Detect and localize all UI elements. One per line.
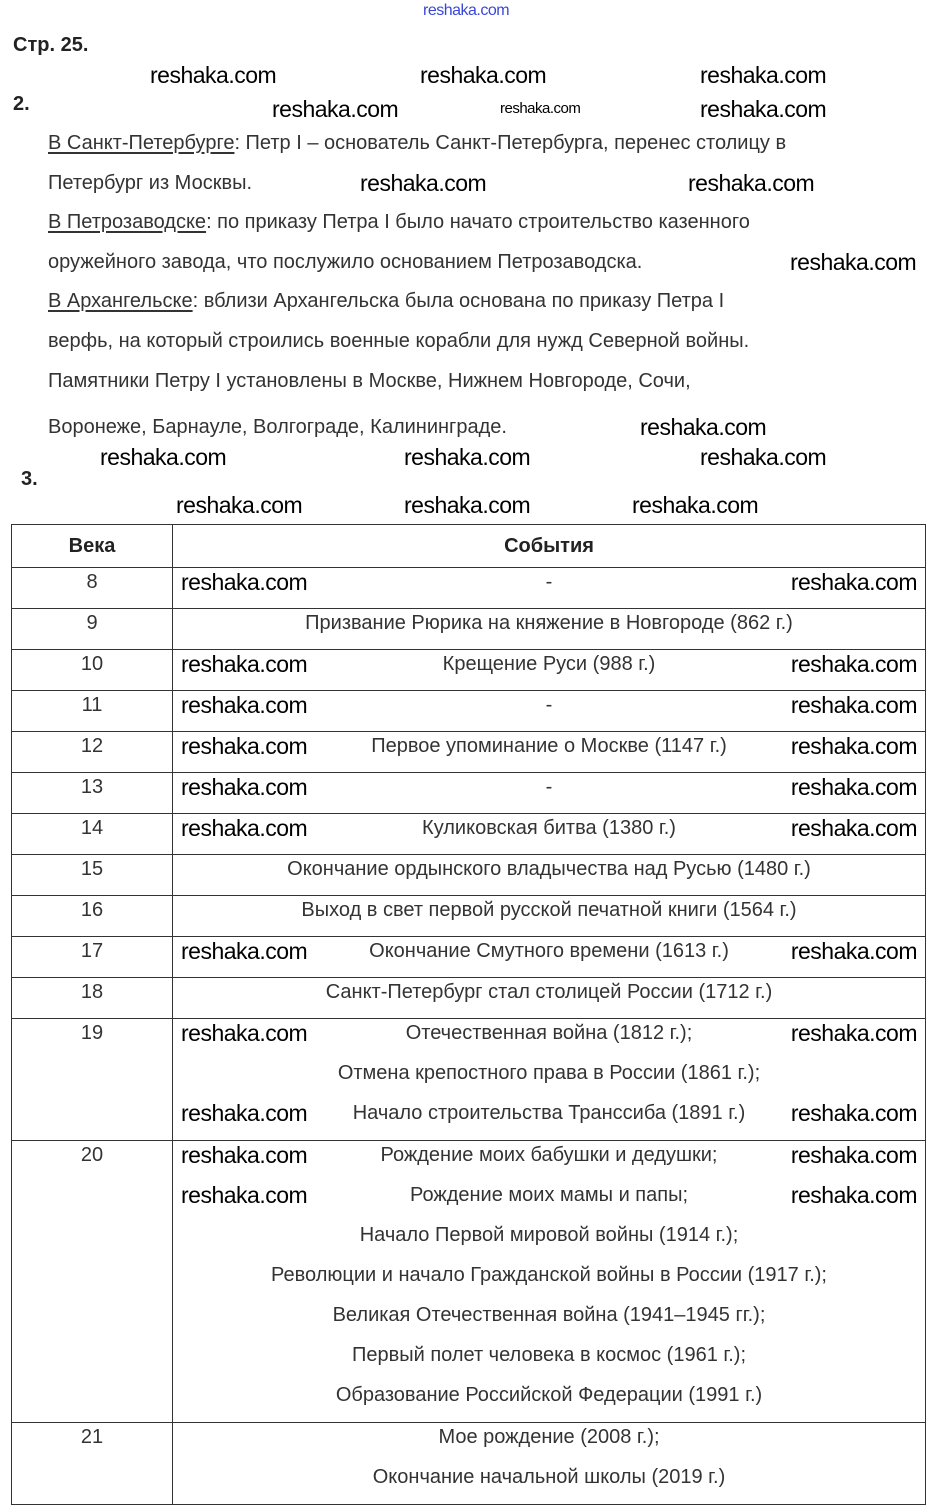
page-label: Стр. 25. [13, 34, 89, 56]
task-2-number: 2. [13, 93, 30, 115]
line-text: оружейного завода, что послужило основанием Петрозаводска. [48, 251, 643, 273]
table-row [12, 568, 926, 609]
task-2-line [48, 171, 252, 195]
watermark: reshaka.com [181, 815, 308, 841]
watermark: reshaka.com [181, 1100, 308, 1126]
watermark: reshaka.com [790, 774, 917, 800]
century-cell: 8 [86, 571, 98, 593]
century-cell: 13 [80, 776, 104, 798]
watermark: reshaka.com [181, 1020, 308, 1046]
line-text: : по приказу Петра I было начато строительство казенного [206, 211, 750, 233]
watermark: reshaka.com [632, 492, 759, 518]
century-cell: 10 [80, 653, 104, 675]
line-text: : Петр I – основатель Санкт-Петербурга, перенес столицу в [234, 132, 787, 154]
watermark: reshaka.com [640, 414, 767, 440]
watermark: reshaka.com [404, 444, 531, 470]
event-text: Мое рождение (2008 г.); [438, 1426, 660, 1448]
event-text: Окончание Смутного времени (1613 г.) [369, 940, 729, 962]
table-row [12, 814, 926, 855]
task-2-line [48, 131, 786, 155]
event-text: Рождение моих мамы и папы; [409, 1184, 689, 1206]
century-cell: 9 [86, 612, 98, 634]
table-row [12, 691, 926, 732]
century-cell: 21 [80, 1426, 104, 1448]
event-text: Великая Отечественная война (1941–1945 гг.); [332, 1304, 766, 1326]
watermark: reshaka.com [700, 444, 827, 470]
table-row [12, 1423, 926, 1505]
event-text: Революции и начало Гражданской войны в России (1917 г.); [271, 1264, 827, 1286]
line-text: верфь, на который строились военные корабли для нужд Северной войны. [48, 330, 750, 352]
line-text: Петербург из Москвы. [48, 172, 252, 194]
event-text: - [545, 571, 553, 593]
watermark: reshaka.com [790, 1100, 917, 1126]
watermark: reshaka.com [181, 938, 308, 964]
table-row [12, 609, 926, 650]
city-label: В Санкт-Петербурге [48, 132, 235, 154]
table-row [12, 773, 926, 814]
event-text: Образование Российской Федерации (1991 г.) [335, 1384, 763, 1406]
watermark: reshaka.com [360, 170, 487, 196]
event-text: Отечественная война (1812 г.); [405, 1022, 693, 1044]
watermark: reshaka.com [790, 1142, 917, 1168]
task-2-line [48, 210, 750, 234]
table-row [12, 855, 926, 896]
century-cell: 16 [80, 899, 104, 921]
watermark: reshaka.com [790, 569, 917, 595]
event-text: Окончание ордынского владычества над Русью (1480 г.) [287, 858, 811, 880]
task-2-line [48, 289, 724, 313]
task-3-number: 3. [21, 468, 38, 490]
task-2-line [48, 369, 691, 393]
line-text: Памятники Петру I установлены в Москве, Нижнем Новгороде, Сочи, [48, 370, 691, 392]
table-row [12, 978, 926, 1019]
century-cell: 19 [80, 1022, 104, 1044]
watermark: reshaka.com [181, 774, 308, 800]
watermark: reshaka.com [100, 444, 227, 470]
watermark: reshaka.com [790, 733, 917, 759]
century-cell: 18 [80, 981, 104, 1003]
header-centuries: Века [12, 525, 173, 568]
watermark: reshaka.com [688, 170, 815, 196]
watermark: reshaka.com [790, 815, 917, 841]
watermark: reshaka.com [272, 96, 399, 122]
event-text: - [545, 776, 553, 798]
watermark: reshaka.com [181, 651, 308, 677]
watermark: reshaka.com [150, 62, 277, 88]
watermark: reshaka.com [790, 692, 917, 718]
event-text: Окончание начальной школы (2019 г.) [372, 1466, 726, 1488]
table-row [12, 1141, 926, 1423]
city-label: В Петрозаводске [48, 211, 207, 233]
event-text: Начало Первой мировой войны (1914 г.); [359, 1224, 739, 1246]
watermark: reshaka.com [500, 100, 581, 117]
watermark: reshaka.com [700, 96, 827, 122]
watermark: reshaka.com [420, 62, 547, 88]
watermark: reshaka.com [181, 569, 308, 595]
watermark: reshaka.com [181, 692, 308, 718]
watermark: reshaka.com [181, 1142, 308, 1168]
watermark: reshaka.com [790, 938, 917, 964]
task-2-line [48, 329, 749, 353]
watermark: reshaka.com [790, 1182, 917, 1208]
century-cell: 12 [80, 735, 104, 757]
watermark: reshaka.com [423, 2, 510, 19]
table-row [12, 1019, 926, 1141]
event-text: Санкт-Петербург стал столицей России (1712 г.) [325, 981, 773, 1003]
table-row [12, 732, 926, 773]
watermark: reshaka.com [181, 733, 308, 759]
watermark: reshaka.com [404, 492, 531, 518]
event-text: Отмена крепостного права в России (1861 г.); [337, 1062, 761, 1084]
table-row [12, 896, 926, 937]
century-cell: 17 [80, 940, 104, 962]
line-text: Воронеже, Барнауле, Волгограде, Калининграде. [48, 416, 507, 438]
event-text: Выход в свет первой русской печатной книги (1564 г.) [301, 899, 797, 921]
event-text: Крещение Руси (988 г.) [442, 653, 656, 675]
watermark: reshaka.com [790, 249, 917, 275]
century-cell: 20 [80, 1144, 104, 1166]
event-text: - [545, 694, 553, 716]
century-cell: 15 [80, 858, 104, 880]
task-2-line [48, 415, 507, 439]
header-events: События [173, 525, 926, 568]
table-row [12, 650, 926, 691]
century-cell: 11 [81, 694, 103, 716]
event-text: Рождение моих бабушки и дедушки; [380, 1144, 718, 1166]
task-2-line [48, 250, 642, 274]
century-cell: 14 [80, 817, 104, 839]
event-text: Первое упоминание о Москве (1147 г.) [371, 735, 727, 757]
centuries-table [11, 524, 926, 1505]
watermark: reshaka.com [790, 651, 917, 677]
watermark: reshaka.com [700, 62, 827, 88]
watermark: reshaka.com [790, 1020, 917, 1046]
watermark: reshaka.com [181, 1182, 308, 1208]
line-text: : вблизи Архангельска была основана по приказу Петра I [192, 290, 725, 312]
table-row [12, 937, 926, 978]
event-text: Призвание Рюрика на княжение в Новгороде (862 г.) [305, 612, 793, 634]
event-text: Куликовская битва (1380 г.) [422, 817, 676, 839]
watermark: reshaka.com [176, 492, 303, 518]
event-text: Начало строительства Транссиба (1891 г.) [352, 1102, 746, 1124]
event-text: Первый полет человека в космос (1961 г.); [351, 1344, 747, 1366]
city-label: В Архангельске [48, 290, 193, 312]
